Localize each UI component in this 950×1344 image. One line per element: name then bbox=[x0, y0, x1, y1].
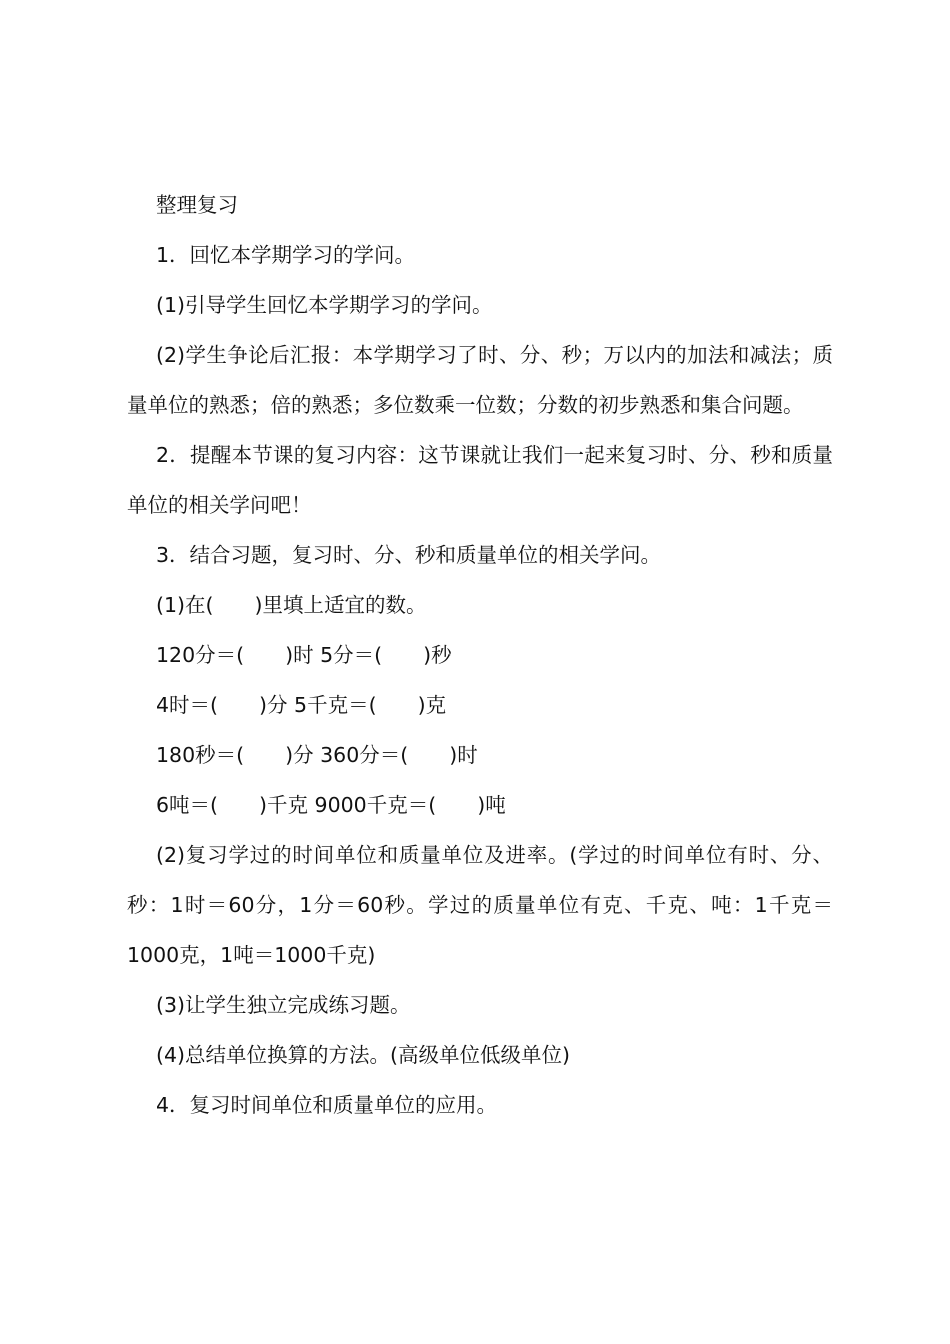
paragraph-application-review: 4．复习时间单位和质量单位的应用。 bbox=[156, 1093, 498, 1117]
paragraph-lesson-content: 2．提醒本节课的复习内容：这节课就让我们一起来复习时、分、秒和质量单位的相关学问吧！ bbox=[127, 443, 833, 517]
exercise-line-2: 4时＝( )分 5千克＝( )克 bbox=[156, 693, 447, 717]
section-heading: 整理复习 bbox=[156, 193, 238, 217]
paragraph-student-report: (2)学生争论后汇报：本学期学习了时、分、秒；万以内的加法和减法；质量单位的熟悉；倍的熟悉；多位数乘一位数；分数的初步熟悉和集合问题。 bbox=[127, 343, 833, 417]
paragraph-fill-in-instruction: (1)在( )里填上适宜的数。 bbox=[156, 593, 427, 617]
paragraph-unit-rates: (2)复习学过的时间单位和质量单位及进率。(学过的时间单位有时、分、秒：1时＝60分，1分＝60秒。学过的质量单位有克、千克、吨：1千克＝1000克，1吨＝1000千克) bbox=[127, 843, 833, 967]
paragraph-guide-students: (1)引导学生回忆本学期学习的学问。 bbox=[156, 293, 493, 317]
paragraph-independent-practice: (3)让学生独立完成练习题。 bbox=[156, 993, 411, 1017]
paragraph-recall-knowledge: 1．回忆本学期学习的学问。 bbox=[156, 243, 416, 267]
document-body bbox=[127, 180, 833, 1130]
exercise-line-1: 120分＝( )时 5分＝( )秒 bbox=[156, 643, 452, 667]
paragraph-exercise-review: 3．结合习题，复习时、分、秒和质量单位的相关学问。 bbox=[156, 543, 662, 567]
paragraph-conversion-method: (4)总结单位换算的方法。(高级单位低级单位) bbox=[156, 1043, 571, 1067]
exercise-line-4: 6吨＝( )千克 9000千克＝( )吨 bbox=[156, 793, 506, 817]
exercise-line-3: 180秒＝( )分 360分＝( )时 bbox=[156, 743, 478, 767]
